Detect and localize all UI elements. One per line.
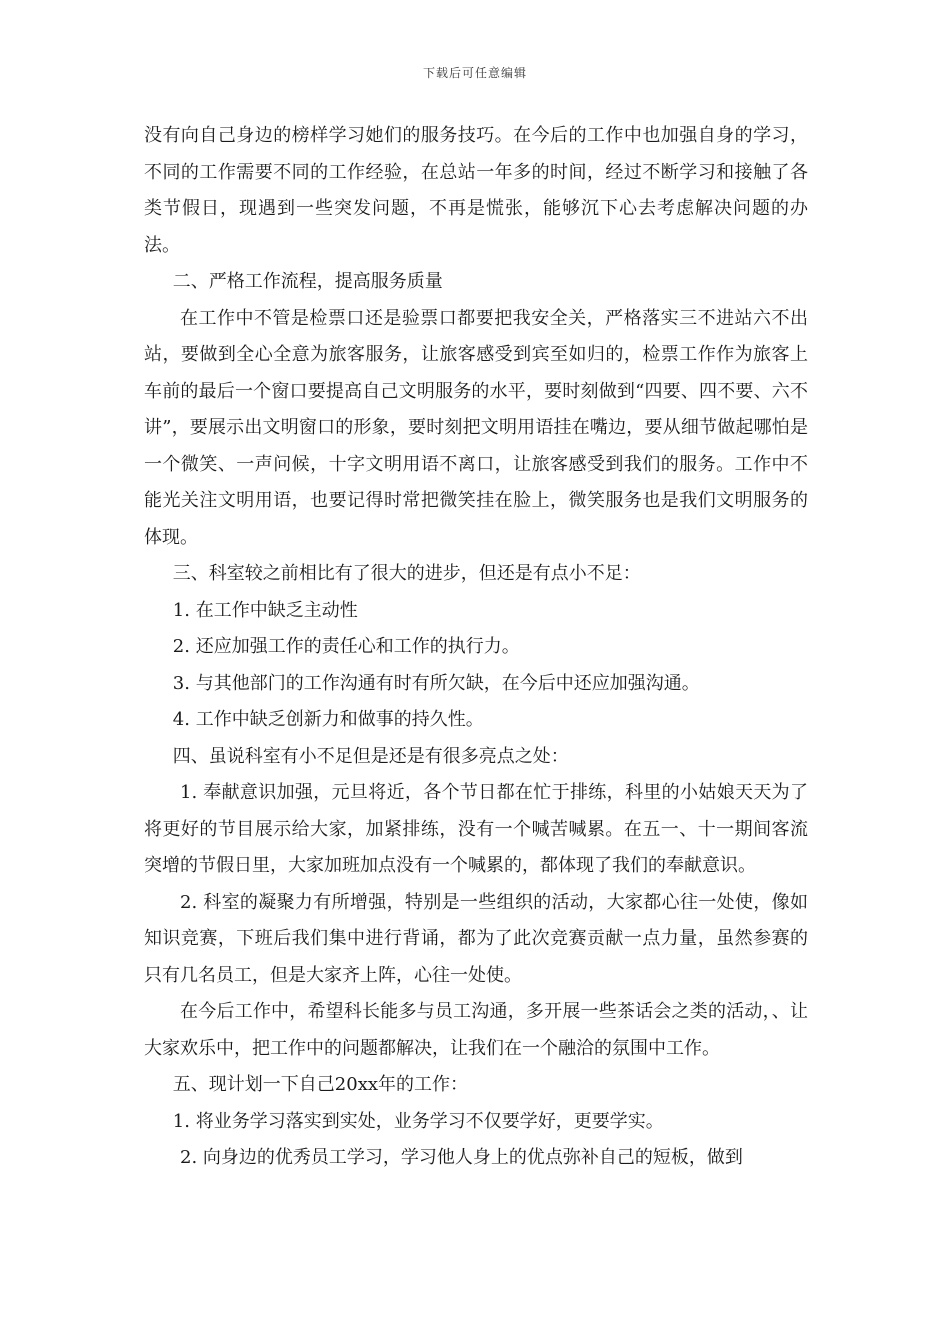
section-heading: 二、严格工作流程，提高服务质量 xyxy=(172,271,443,292)
section-heading: 三、科室较之前相比有了很大的进步，但还是有点小不足： xyxy=(172,563,641,584)
list-item: 1. 在工作中缺乏主动性 xyxy=(172,599,358,621)
list-item: 4. 工作中缺乏创新力和做事的持久性。 xyxy=(172,709,484,730)
list-item: 3. 与其他部门的工作沟通有时有所欠缺，在今后中还应加强沟通。 xyxy=(172,672,700,694)
list-item: 2. 科室的凝聚力有所增强，特别是一些组织的活动，大家都心往一处使，像如知识竞赛，下班后我们集中进行背诵，都为了此次竞赛贡献一点力量，虽然参赛的只有几名员工，但是大家齐上阵，心往一处使。 xyxy=(144,891,808,986)
list-item: 1. 将业务学习落实到实处，业务学习不仅要学好，更要学实。 xyxy=(172,1110,664,1132)
paragraph: 在工作中不管是检票口还是验票口都要把我安全关，严格落实三不进站六不出站，要做到全心全意为旅客服务，让旅客感受到宾至如归的，检票工作作为旅客上车前的最后一个窗口要提高自己文明服务的水平，要时刻做到“四要、四不要、六不讲”，要展示出文明窗口的形象，要时刻把文明用语挂在嘴边，要从细节做起哪怕是一个微笑、一声问候，十字文明用语不离口，让旅客感受到我们的服务。工作中不能光关注文明用语，也要记得时常把微笑挂在脸上，微笑服务也是我们文明服务的体现。 xyxy=(144,307,808,548)
section-heading: 五、现计划一下自己20xx年的工作： xyxy=(172,1074,469,1095)
paragraph: 在今后工作中，希望科长能多与员工沟通，多开展一些茶话会之类的活动，、让大家欢乐中，把工作中的问题都解决，让我们在一个融洽的氛围中工作。 xyxy=(144,1001,808,1059)
section-heading: 四、虽说科室有小不足但是还是有很多亮点之处： xyxy=(172,745,569,767)
document-body xyxy=(144,118,808,1177)
paragraph: 没有向自己身边的榜样学习她们的服务技巧。在今后的工作中也加强自身的学习，不同的工作需要不同的工作经验，在总站一年多的时间，经过不断学习和接触了各类节假日，现遇到一些突发问题，不再是慌张，能够沉下心去考虑解决问题的办法。 xyxy=(144,125,808,256)
page-header: 下载后可任意编辑 xyxy=(422,66,527,80)
list-item: 2. 向身边的优秀员工学习，学习他人身上的优点弥补自己的短板，做到 xyxy=(180,1147,743,1168)
list-item: 2. 还应加强工作的责任心和工作的执行力。 xyxy=(172,636,520,657)
list-item: 1. 奉献意识加强，元旦将近，各个节日都在忙于排练，科里的小姑娘天天为了将更好的节目展示给大家，加紧排练，没有一个喊苦喊累。在五一、十一期间客流突增的节假日里，大家加班加点没有一个喊累的，都体现了我们的奉献意识。 xyxy=(144,782,808,876)
